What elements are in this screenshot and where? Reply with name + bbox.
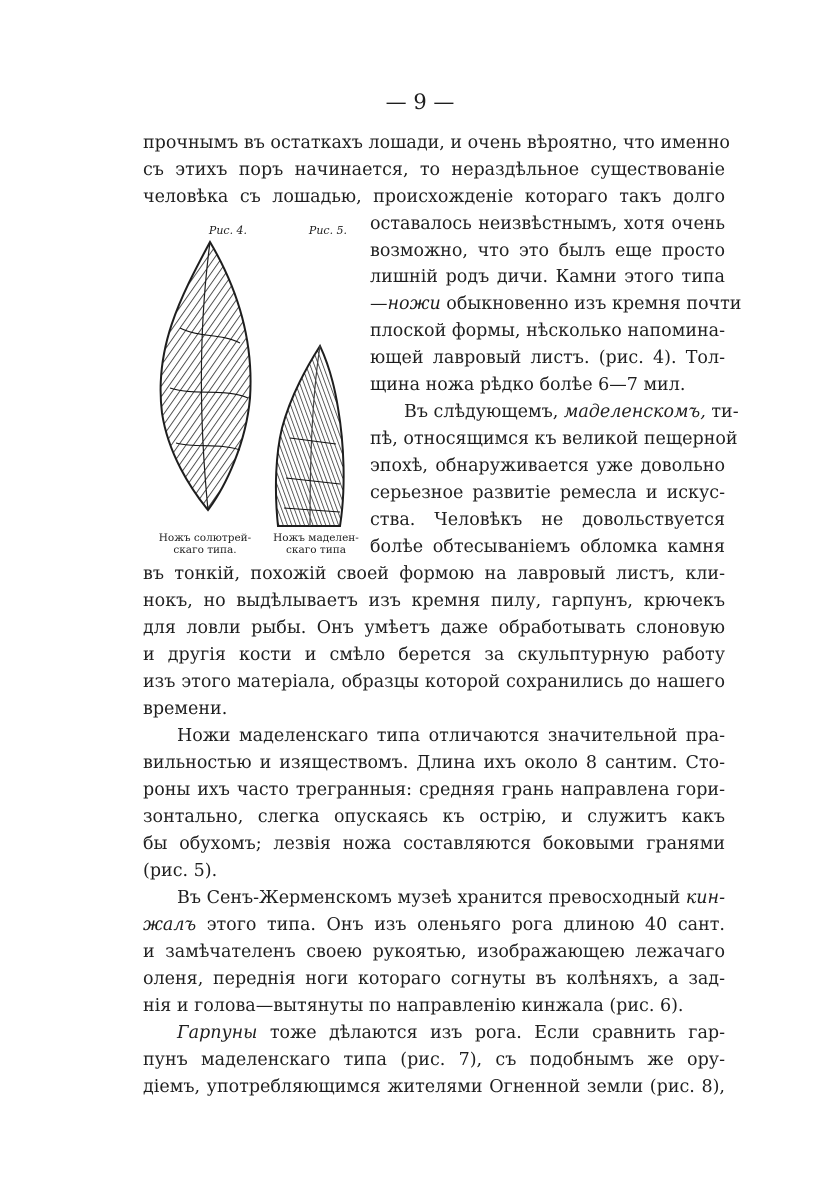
text-line: плоской формы, нѣсколько напомина- (370, 321, 725, 341)
figure-5-caption-line-1: Ножъ маделен- (273, 532, 359, 544)
text-line: зонтально, слегка опускаясь къ острію, и служитъ какъ (143, 807, 725, 827)
figure-5-label: Рис. 5. (308, 224, 348, 237)
text-line: эпохѣ, обнаруживается уже довольно (370, 456, 725, 476)
text-line: Въ Сенъ-Жерменскомъ музеѣ хранится превосходный кин- (177, 888, 725, 908)
figure-4-caption-line-2: скаго типа. (173, 544, 237, 556)
text-line: времени. (143, 699, 228, 719)
text-line: Ножи маделенскаго типа отличаются значительной пра- (177, 726, 725, 746)
figure-4-caption-line-1: Ножъ солютрей- (158, 532, 252, 544)
text-line: прочнымъ въ остаткахъ лошади, и очень вѣроятно, что именно (143, 133, 730, 153)
magdalenian-knife-drawing (276, 346, 344, 526)
page-number: — 9 — (385, 90, 455, 114)
text-line: серьезное развитіе ремесла и искус- (370, 483, 725, 503)
text-line: Гарпуны тоже дѣлаются изъ рога. Если сравнить гар- (177, 1023, 725, 1043)
solutrean-knife-drawing (161, 242, 251, 510)
text-line: нокъ, но выдѣлываетъ изъ кремня пилу, гарпунъ, крючекъ (143, 591, 725, 611)
text-line: жалъ этого типа. Онъ изъ оленьяго рога длиною 40 сант. (143, 915, 725, 935)
text-line: Въ слѣдующемъ, маделенскомъ, ти- (404, 402, 739, 422)
text-line: для ловли рыбы. Онъ умѣетъ даже обработывать слоновую (143, 618, 725, 638)
text-line: діемъ, употребляющимся жителями Огненной земли (рис. 8), (143, 1077, 725, 1097)
text-line: пѣ, относящимся къ великой пещерной (370, 429, 738, 449)
figure-4-label: Рис. 4. (208, 224, 248, 237)
text-line: болѣе обтесываніемъ обломка камня (370, 537, 725, 557)
knife-illustrations (140, 238, 380, 538)
text-line: роны ихъ часто трегранныя: средняя грань направлена гори- (143, 780, 725, 800)
text-line: человѣка съ лошадью, происхожденіе котораго такъ долго (143, 187, 725, 207)
text-line: щина ножа рѣдко болѣе 6—7 мил. (370, 375, 686, 395)
text-line: оленя, переднія ноги котораго согнуты въ колѣняхъ, а зад- (143, 969, 725, 989)
text-line: —ножи обыкновенно изъ кремня почти (370, 294, 742, 314)
text-line: лишній родъ дичи. Камни этого типа (370, 267, 725, 287)
text-line: пунъ маделенскаго типа (рис. 7), съ подобнымъ же ору- (143, 1050, 725, 1070)
figure-4-caption (150, 532, 260, 556)
text-line: и другія кости и смѣло берется за скульптурную работу (143, 645, 725, 665)
text-line: возможно, что это былъ еще просто (370, 241, 725, 261)
text-line: (рис. 5). (143, 861, 218, 881)
text-line: и замѣчателенъ своею рукоятью, изображающею лежачаго (143, 942, 725, 962)
text-line: изъ этого матеріала, образцы которой сохранились до нашего (143, 672, 725, 692)
text-line: вильностью и изяществомъ. Длина ихъ около 8 сантим. Сто- (143, 753, 725, 773)
figure-5-caption-line-2: скаго типа (286, 544, 346, 556)
figure-5-caption (266, 532, 366, 556)
text-line: съ этихъ поръ начинается, то нераздѣльное существованіе (143, 160, 725, 180)
text-line: въ тонкій, похожій своей формою на лавровый листъ, кли- (143, 564, 725, 584)
text-line: нія и голова—вытянуты по направленію кинжала (рис. 6). (143, 996, 684, 1016)
text-line: ства. Человѣкъ не довольствуется (370, 510, 725, 530)
text-line: бы обухомъ; лезвія ножа составляются боковыми гранями (143, 834, 725, 854)
text-line: оставалось неизвѣстнымъ, хотя очень (370, 214, 725, 234)
text-line: ющей лавровый листъ. (рис. 4). Тол- (370, 348, 725, 368)
